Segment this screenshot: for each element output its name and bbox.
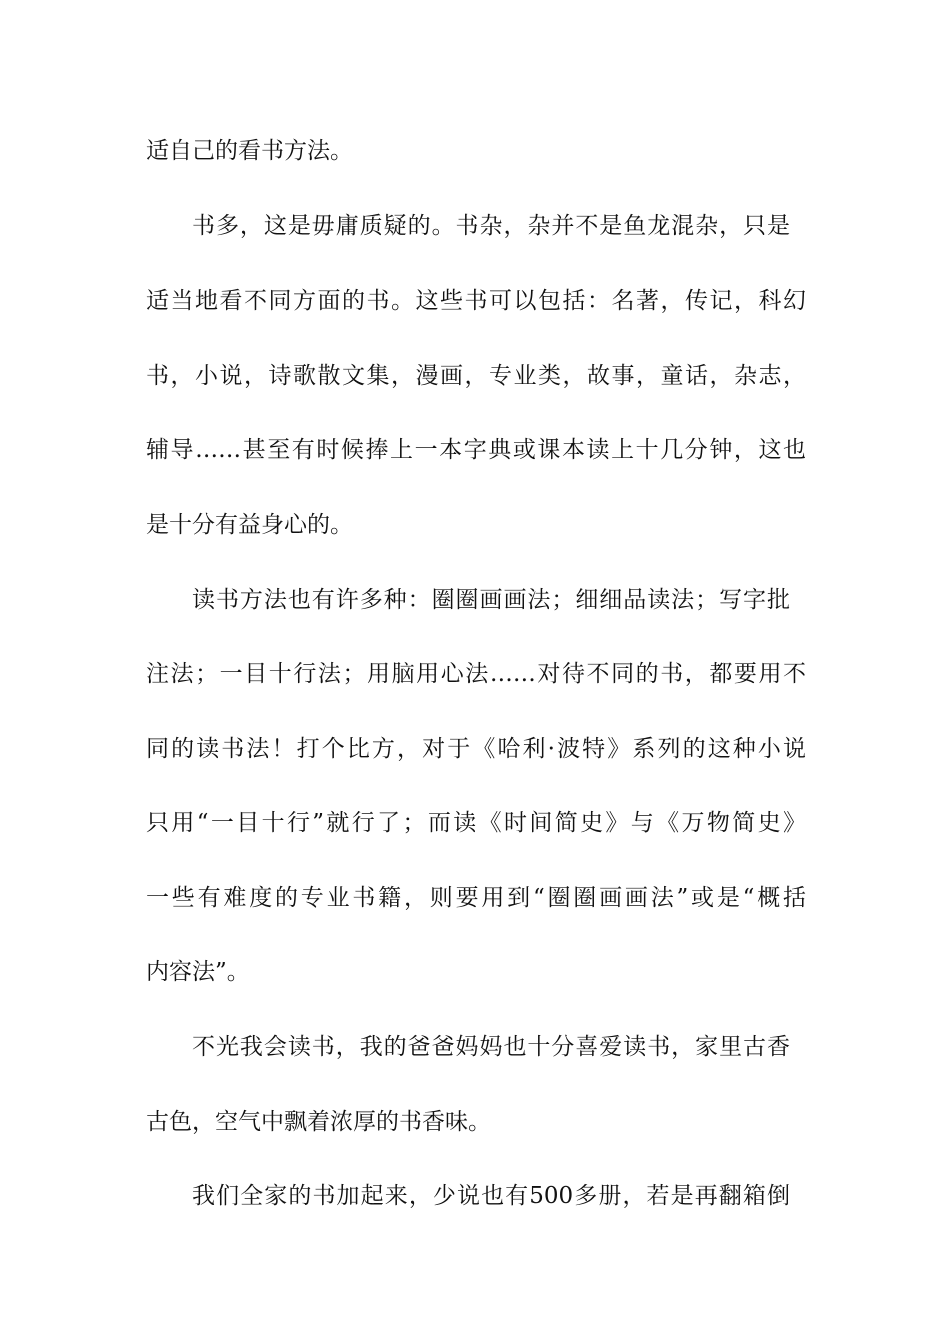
- text-line-8: 注法；一目十行法；用脑用心法……对待不同的书，都要用不: [146, 661, 806, 687]
- text-line-14: 古色，空气中飘着浓厚的书香味。: [146, 1109, 491, 1135]
- text-line-13: 不光我会读书，我的爸爸妈妈也十分喜爱读书，家里古香: [192, 1034, 790, 1060]
- text-line-4: 书，小说，诗歌散文集，漫画，专业类，故事，童话，杂志，: [146, 363, 806, 389]
- text-line-15: 我们全家的书加起来，少说也有500多册，若是再翻箱倒: [192, 1183, 790, 1209]
- text-line-1: 适自己的看书方法。: [146, 138, 353, 164]
- text-line-9: 同的读书法！打个比方，对于《哈利·波特》系列的这种小说: [146, 736, 806, 762]
- text-line-11: 一些有难度的专业书籍，则要用到“圈圈画画法”或是“概括: [146, 885, 806, 911]
- text-line-6: 是十分有益身心的。: [146, 512, 353, 538]
- text-line-5: 辅导……甚至有时候捧上一本字典或课本读上十几分钟，这也: [146, 437, 806, 463]
- text-line-10: 只用“一目十行”就行了；而读《时间简史》与《万物简史》: [146, 810, 806, 836]
- text-line-3: 适当地看不同方面的书。这些书可以包括：名著，传记，科幻: [146, 288, 806, 314]
- text-line-12: 内容法”。: [146, 959, 250, 985]
- text-line-7: 读书方法也有许多种：圈圈画画法；细细品读法；写字批: [192, 587, 790, 613]
- text-line-2: 书多，这是毋庸质疑的。书杂，杂并不是鱼龙混杂，只是: [192, 213, 790, 239]
